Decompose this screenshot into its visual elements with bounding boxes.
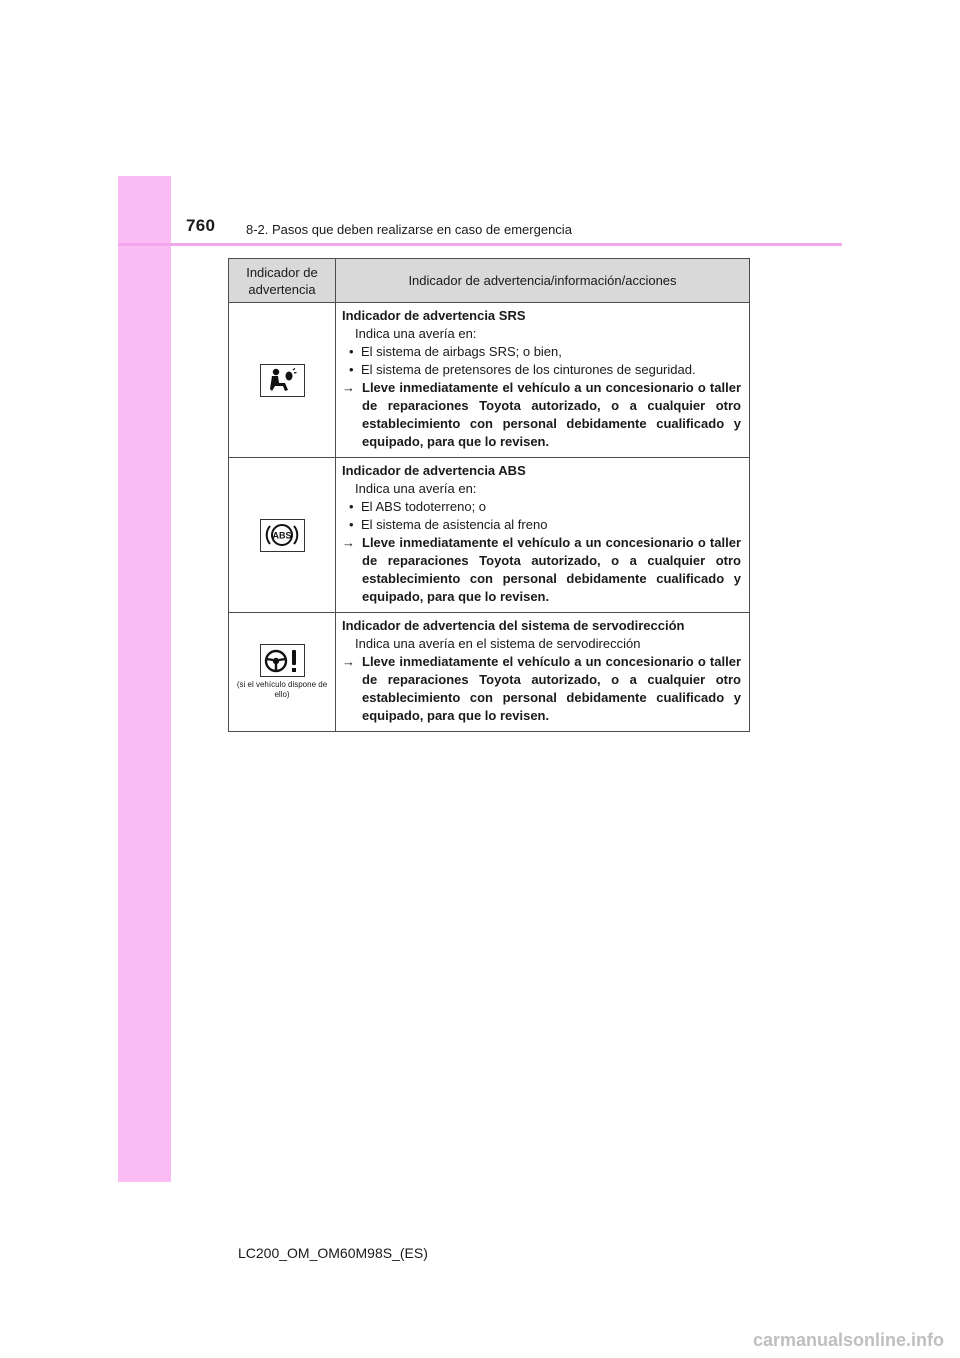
power-steering-warning-icon <box>260 644 305 677</box>
action-instruction <box>342 653 741 725</box>
table-row <box>229 303 750 458</box>
arrow-icon: → <box>342 380 355 395</box>
action-instruction <box>342 379 741 451</box>
column-header-indicator: Indicador de advertencia <box>229 259 336 303</box>
icon-cell <box>229 613 336 732</box>
watermark: carmanualsonline.info <box>752 1330 944 1350</box>
item-title: Indicador de advertencia ABS <box>342 463 526 478</box>
arrow-icon: → <box>342 535 355 550</box>
action-text: Lleve inmediatamente el vehículo a un concesionario o taller de reparaciones Toyota autorizado, o a cualquier otro establecimiento con personal debidamente cualificado y equipado, para que lo revisen. <box>362 535 741 604</box>
availability-note: (si el vehículo dispone de ello) <box>236 680 328 699</box>
warning-indicator-table <box>228 258 750 732</box>
item-intro: Indica una avería en: <box>355 481 477 496</box>
details-cell <box>336 458 750 613</box>
item-title: Indicador de advertencia del sistema de servodirección <box>342 618 685 633</box>
details-cell <box>336 613 750 732</box>
abs-icon <box>260 519 305 552</box>
item-intro: Indica una avería en: <box>355 326 477 341</box>
bullet-item: • El ABS todoterreno; o <box>342 498 741 516</box>
bullet-item: • El sistema de pretensores de los cinturones de seguridad. <box>342 361 741 379</box>
bullet-item: • El sistema de airbags SRS; o bien, <box>342 343 741 361</box>
column-header-details: Indicador de advertencia/información/acciones <box>336 259 750 303</box>
bullet-item: • El sistema de asistencia al freno <box>342 516 741 534</box>
table-row <box>229 458 750 613</box>
arrow-icon: → <box>342 654 355 669</box>
section-title: 8-2. Pasos que deben realizarse en caso de emergencia <box>246 222 572 237</box>
details-cell <box>336 303 750 458</box>
icon-cell <box>229 458 336 613</box>
abs-icon-label: ABS <box>272 530 292 541</box>
document-code: LC200_OM_OM60M98S_(ES) <box>238 1245 428 1261</box>
table-row <box>229 613 750 732</box>
header-rule <box>118 243 842 246</box>
item-title: Indicador de advertencia SRS <box>342 308 526 323</box>
table-header-row <box>229 259 750 303</box>
srs-airbag-icon <box>260 364 305 397</box>
item-intro: Indica una avería en el sistema de servodirección <box>355 636 641 651</box>
page-number: 760 <box>186 216 216 235</box>
icon-cell <box>229 303 336 458</box>
action-instruction <box>342 534 741 606</box>
action-text: Lleve inmediatamente el vehículo a un concesionario o taller de reparaciones Toyota autorizado, o a cualquier otro establecimiento con personal debidamente cualificado y equipado, para que lo revisen. <box>362 654 741 723</box>
side-color-band <box>118 176 171 1182</box>
action-text: Lleve inmediatamente el vehículo a un concesionario o taller de reparaciones Toyota autorizado, o a cualquier otro establecimiento con personal debidamente cualificado y equipado, para que lo revisen. <box>362 380 741 449</box>
